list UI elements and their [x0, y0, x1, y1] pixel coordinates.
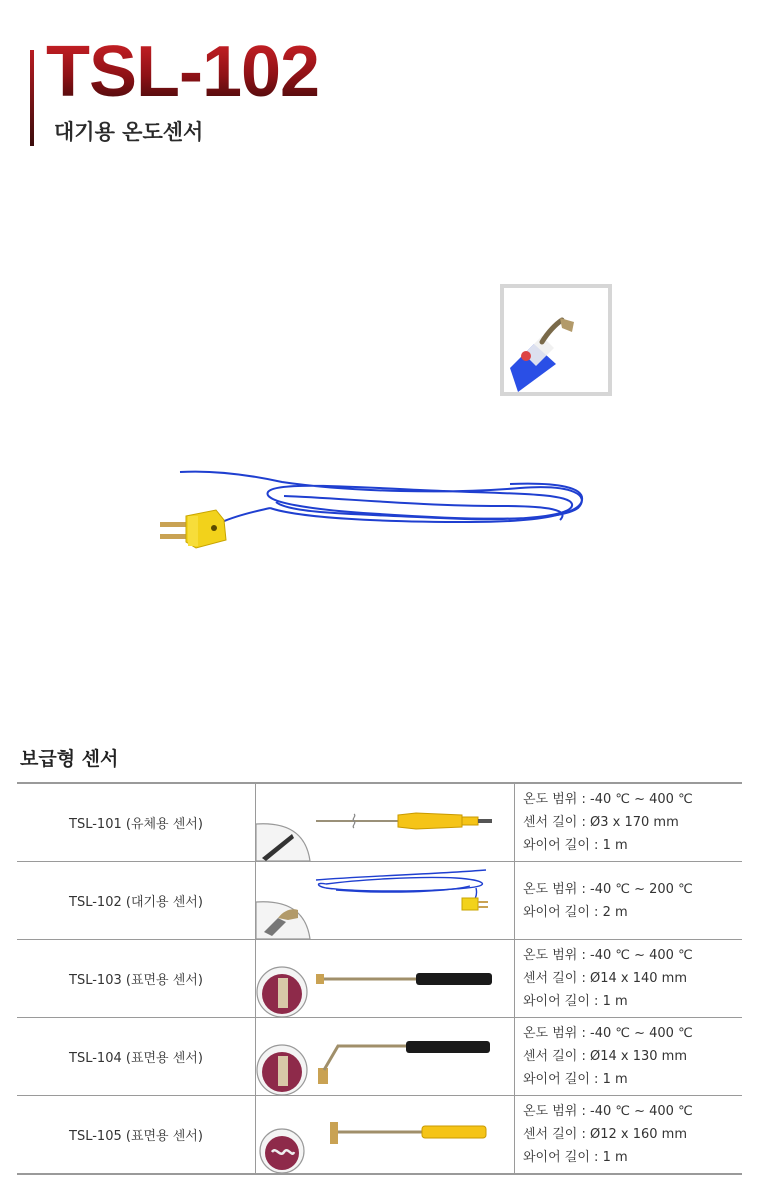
table-row: [17, 862, 742, 940]
page-subtitle: 대기용 온도센서: [54, 120, 204, 144]
product-name: TSL-105 (표면용 센서): [17, 1096, 256, 1175]
connector-plug: [160, 510, 226, 548]
product-image: [256, 783, 515, 862]
sensor-cable-illustration: [0, 270, 760, 590]
product-image: [256, 1018, 515, 1096]
table-row: [17, 1096, 742, 1175]
hero-product-image: [0, 270, 760, 590]
product-image: [256, 1096, 515, 1175]
product-image: [256, 940, 515, 1018]
product-image: [256, 862, 515, 940]
product-name: TSL-102 (대기용 센서): [17, 862, 256, 940]
product-name: TSL-104 (표면용 센서): [17, 1018, 256, 1096]
product-spec-table: [17, 782, 742, 1175]
probe-tip-closeup: [500, 284, 612, 396]
table-row: [17, 940, 742, 1018]
section-title: 보급형 센서: [20, 748, 119, 770]
product-specs: 온도 범위 : -40 ℃ ~ 400 ℃ 센서 길이 : Ø14 x 130 mm 와이어 길이 : 1 m: [515, 1018, 743, 1096]
product-specs: 온도 범위 : -40 ℃ ~ 400 ℃ 센서 길이 : Ø12 x 160 mm 와이어 길이 : 1 m: [515, 1096, 743, 1175]
accent-bar: [30, 50, 34, 146]
page-title: TSL-102: [46, 32, 320, 112]
product-name: TSL-101 (유체용 센서): [17, 783, 256, 862]
table-row: [17, 783, 742, 862]
product-specs: 온도 범위 : -40 ℃ ~ 400 ℃ 센서 길이 : Ø14 x 140 mm 와이어 길이 : 1 m: [515, 940, 743, 1018]
product-specs: 온도 범위 : -40 ℃ ~ 400 ℃ 센서 길이 : Ø3 x 170 mm 와이어 길이 : 1 m: [515, 783, 743, 862]
product-name: TSL-103 (표면용 센서): [17, 940, 256, 1018]
table-row: [17, 1018, 742, 1096]
product-specs: 온도 범위 : -40 ℃ ~ 200 ℃ 와이어 길이 : 2 m: [515, 862, 743, 940]
